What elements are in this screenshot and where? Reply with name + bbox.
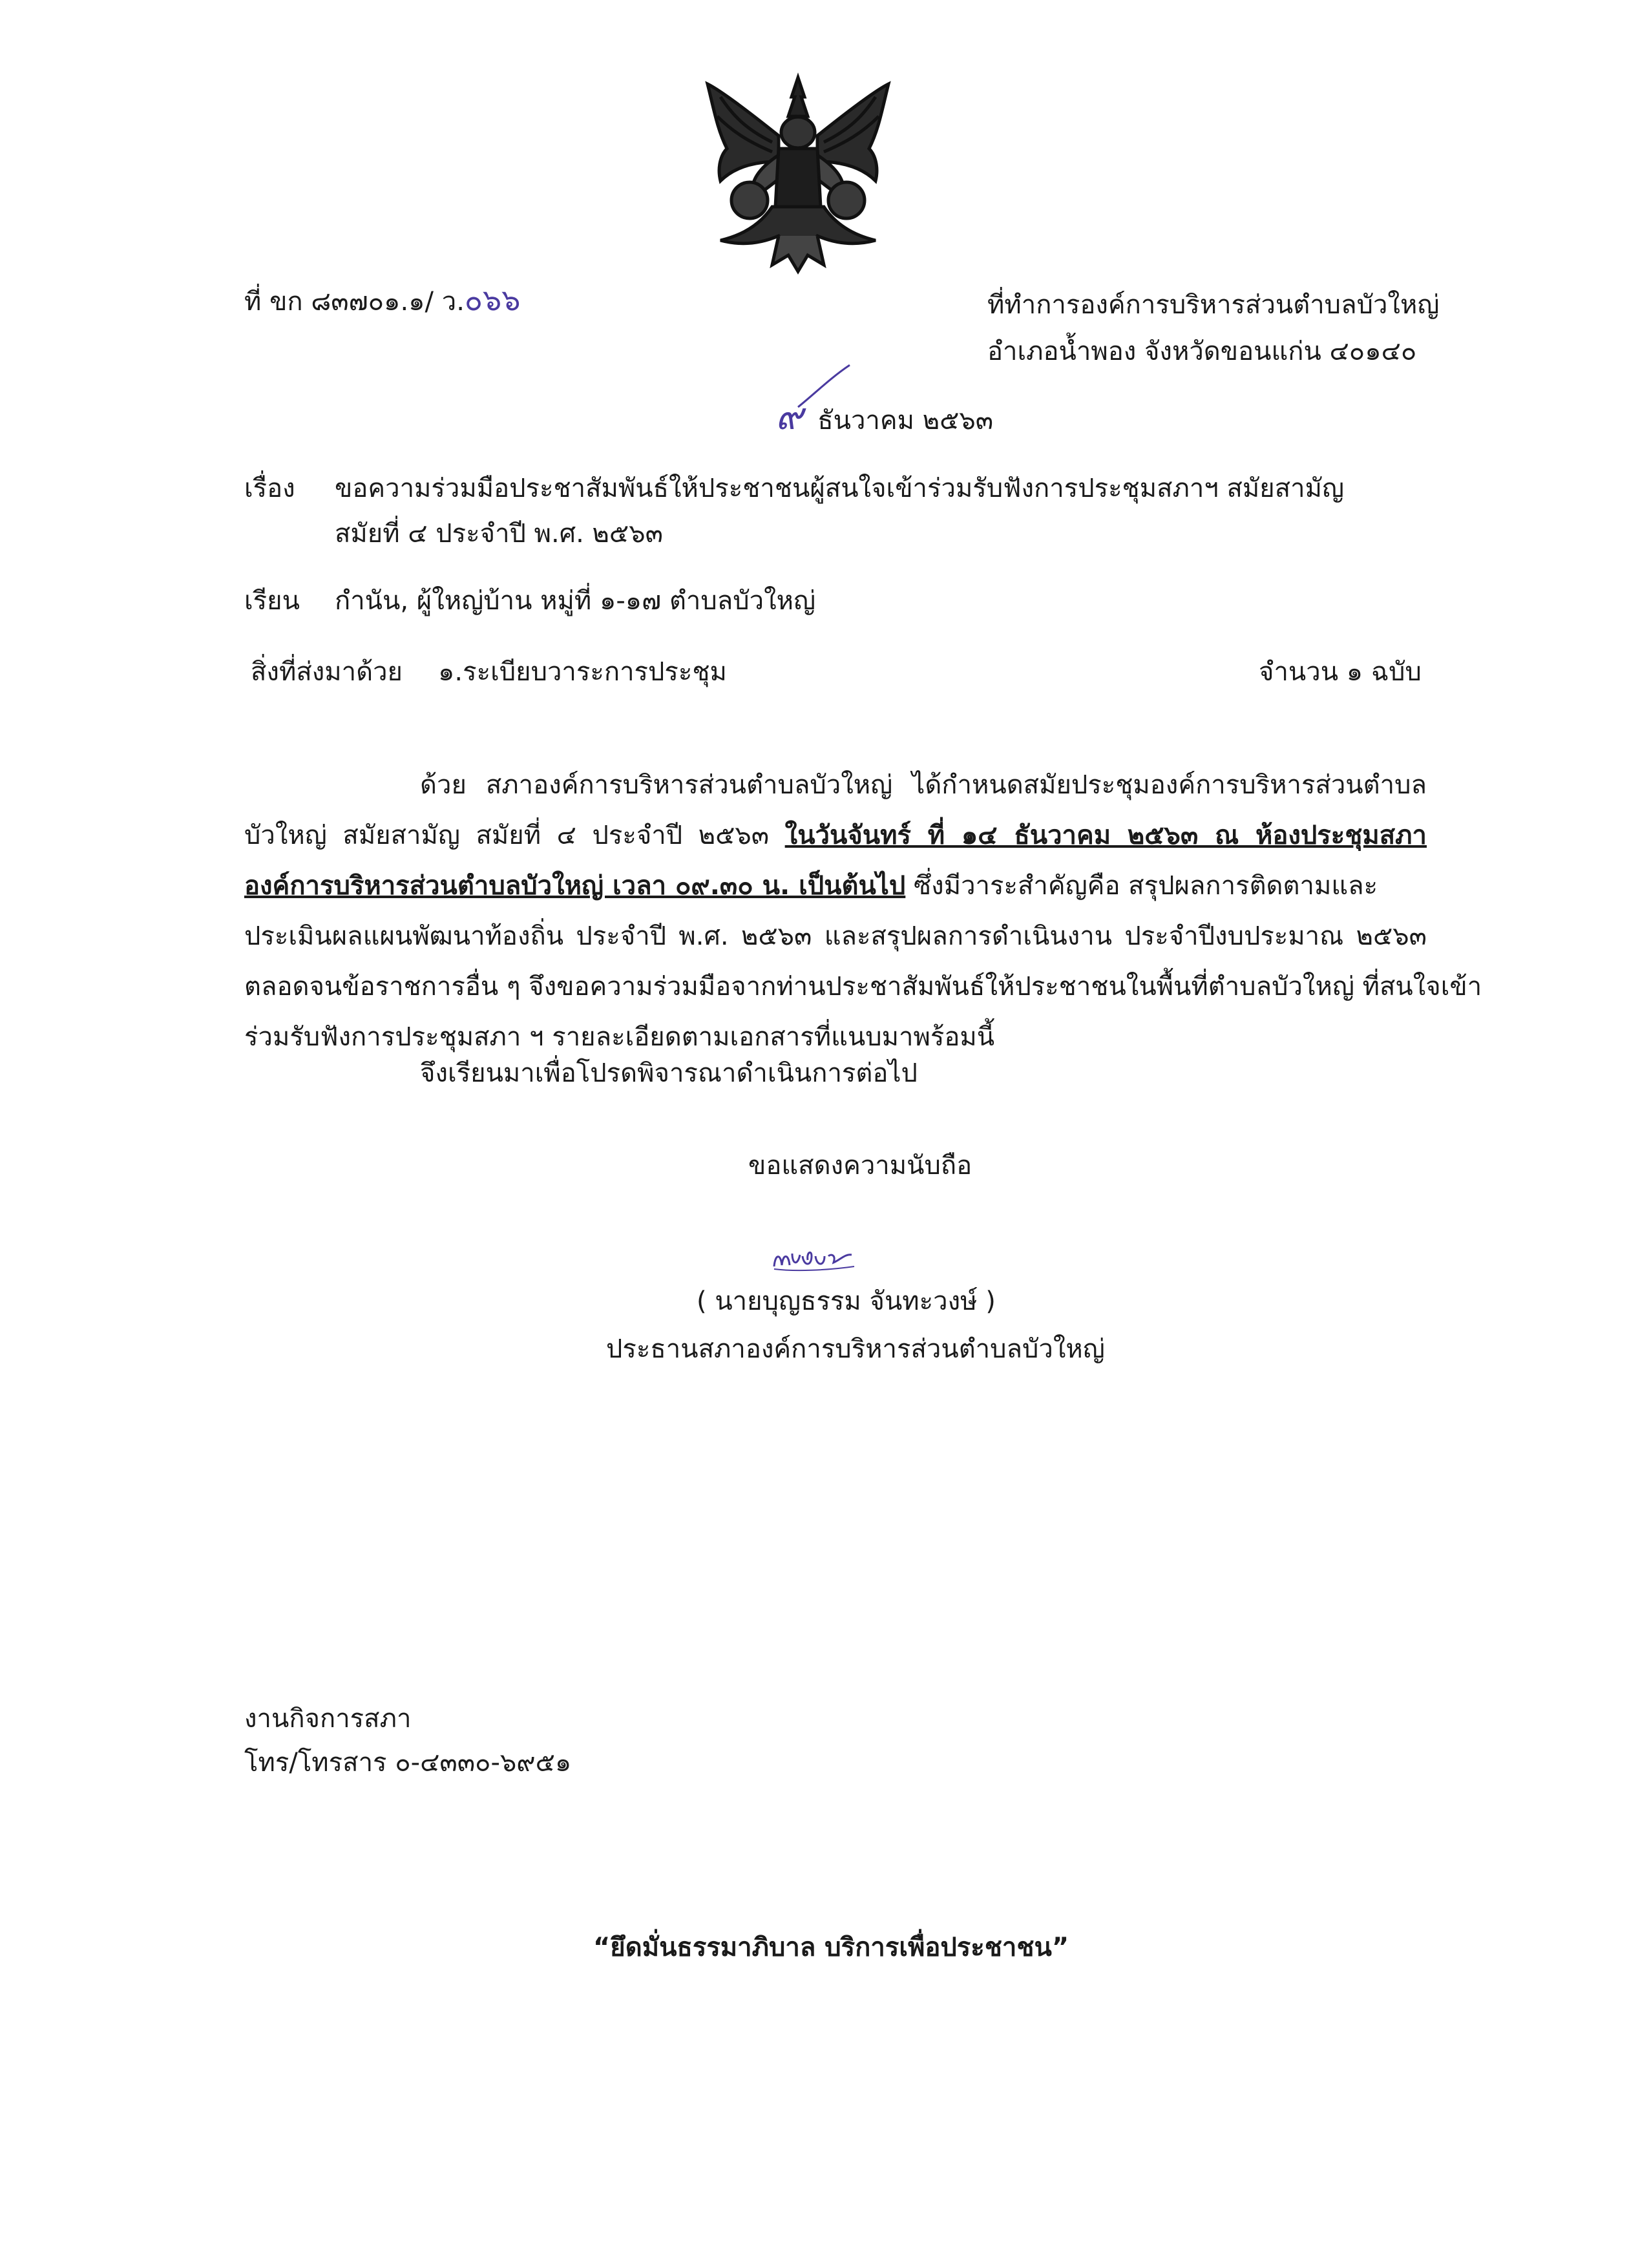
reference-number: ที่ ขก ๘๓๗๐๑.๑/ ว.๐๖๖ — [244, 282, 521, 317]
closing-request: จึงเรียนมาเพื่อโปรดพิจารณาดำเนินการต่อไป — [420, 1058, 918, 1088]
body-line-1: ด้วย สภาองค์การบริหารส่วนตำบลบัวใหญ่ ได้กำหนดสมัยประชุมองค์การบริหารส่วนตำบล — [420, 770, 1427, 800]
department-name: งานกิจการสภา — [244, 1704, 412, 1734]
handwritten-signature — [769, 1241, 859, 1279]
enclosure-item: ๑.ระเบียบวาระการประชุม — [438, 657, 727, 687]
date-pen-stroke — [795, 362, 853, 414]
meeting-venue-highlight: องค์การบริหารส่วนตำบลบัวใหญ่ เวลา ๐๙.๓๐ น. เป็นต้นไป — [244, 871, 906, 901]
body-line-2: บัวใหญ่ สมัยสามัญ สมัยที่ ๔ ประจำปี ๒๕๖๓ ในวันจันทร์ ที่ ๑๔ ธันวาคม ๒๕๖๓ ณ ห้องประชุมสภา — [244, 821, 1427, 850]
date-handwritten-day: ๙ — [775, 394, 803, 438]
subject-line2: สมัยที่ ๔ ประจำปี พ.ศ. ๒๕๖๓ — [335, 519, 663, 549]
body-paragraph — [244, 760, 1482, 1062]
office-address-line1: ที่ทำการองค์การบริหารส่วนตำบลบัวใหญ่ — [987, 290, 1440, 320]
body-line-6: ร่วมรับฟังการประชุมสภา ฯ รายละเอียดตามเอกสารที่แนบมาพร้อมนี้ — [244, 1022, 995, 1052]
body-line-3: องค์การบริหารส่วนตำบลบัวใหญ่ เวลา ๐๙.๓๐ น. เป็นต้นไป ซึ่งมีวาระสำคัญคือ สรุปผลการติดตามและ — [244, 871, 1378, 901]
subject-line1: ขอความร่วมมือประชาสัมพันธ์ให้ประชาชนผู้สนใจเข้าร่วมรับฟังการประชุมสภาฯ สมัยสามัญ — [335, 474, 1345, 503]
recipient-value: กำนัน, ผู้ใหญ่บ้าน หมู่ที่ ๑-๑๗ ตำบลบัวใหญ่ — [335, 586, 816, 616]
signer-title: ประธานสภาองค์การบริหารส่วนตำบลบัวใหญ่ — [606, 1334, 1105, 1364]
garuda-emblem-icon — [682, 71, 914, 278]
recipient-label: เรียน — [244, 586, 300, 616]
reference-number-handwritten: ๐๖๖ — [464, 282, 521, 317]
subject-label: เรื่อง — [244, 474, 295, 503]
enclosure-count: จำนวน ๑ ฉบับ — [1259, 657, 1422, 687]
closing-regards: ขอแสดงความนับถือ — [748, 1151, 972, 1181]
signer-name: ( นายบุญธรรม จันทะวงษ์ ) — [697, 1286, 996, 1316]
meeting-date-highlight: ในวันจันทร์ ที่ ๑๔ ธันวาคม ๒๕๖๓ ณ ห้องประชุมสภา — [784, 821, 1427, 850]
enclosure-label: สิ่งที่ส่งมาด้วย — [251, 657, 403, 687]
body-line-4: ประเมินผลแผนพัฒนาท้องถิ่น ประจำปี พ.ศ. ๒๕๖๓ และสรุปผลการดำเนินงาน ประจำปีงบประมาณ ๒๕๖๓ — [244, 921, 1427, 951]
date-text: ธันวาคม ๒๕๖๓ — [817, 406, 994, 436]
office-address-line2: อำเภอน้ำพอง จังหวัดขอนแก่น ๔๐๑๔๐ — [987, 337, 1417, 366]
body-line-5: ตลอดจนข้อราชการอื่น ๆ จึงขอความร่วมมือจากท่านประชาสัมพันธ์ให้ประชาชนในพื้นที่ตำบลบัวใหญ่ ที่สนใจเข้า — [244, 972, 1482, 1002]
contact-phone: โทร/โทรสาร ๐-๔๓๓๐-๖๙๕๑ — [244, 1748, 572, 1778]
organization-slogan: “ยึดมั่นธรรมาภิบาล บริการเพื่อประชาชน” — [593, 1933, 1069, 1962]
